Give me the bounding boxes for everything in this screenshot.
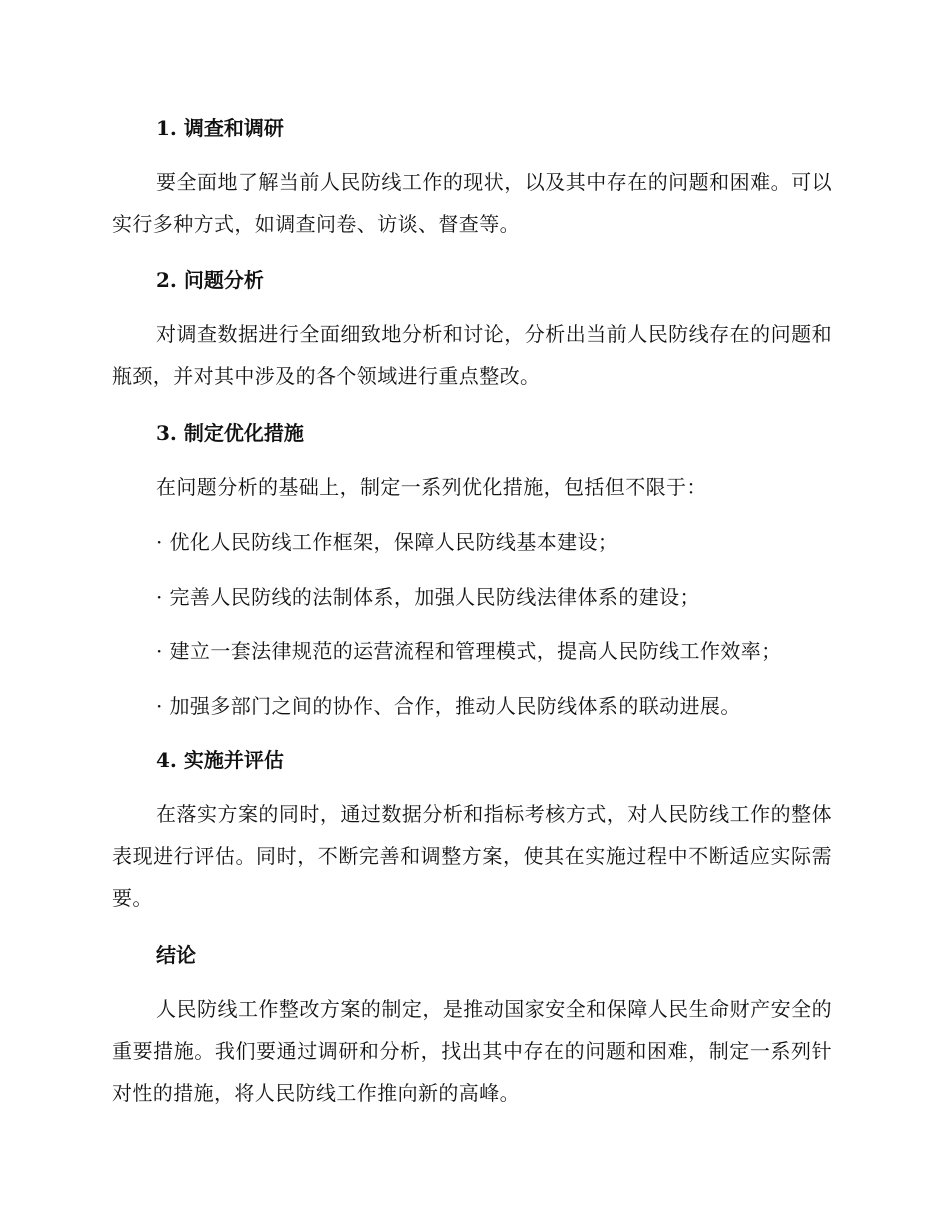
measure-bullet-3: · 建立一套法律规范的运营流程和管理模式，提高人民防线工作效率； [156, 639, 782, 663]
section-heading-analysis: 2. 问题分析 [156, 268, 264, 292]
section-paragraph-implement: 在落实方案的同时，通过数据分析和指标考核方式，对人民防线工作的整体表现进行评估。同时，不断完善和调整方案，使其在实施过程中不断适应实际需要。 [112, 802, 832, 910]
measure-bullet-2: · 完善人民防线的法制体系，加强人民防线法律体系的建设； [156, 585, 700, 609]
measure-bullet-1: · 优化人民防线工作框架，保障人民防线基本建设； [156, 530, 619, 554]
section-heading-survey: 1. 调查和调研 [156, 116, 284, 140]
section-paragraph-survey: 要全面地了解当前人民防线工作的现状，以及其中存在的问题和困难。可以实行多种方式，如调查问卷、访谈、督查等。 [112, 170, 832, 236]
section-heading-measures: 3. 制定优化措施 [156, 421, 304, 445]
section-heading-implement: 4. 实施并评估 [156, 748, 284, 772]
section-intro-measures: 在问题分析的基础上，制定一系列优化措施，包括但不限于： [156, 475, 707, 499]
section-paragraph-conclusion: 人民防线工作整改方案的制定，是推动国家安全和保障人民生命财产安全的重要措施。我们要通过调研和分析，找出其中存在的问题和困难，制定一系列针对性的措施，将人民防线工作推向新的高峰。 [112, 997, 832, 1105]
measure-bullet-4: · 加强多部门之间的协作、合作，推动人民防线体系的联动进展。 [156, 694, 741, 718]
section-paragraph-analysis: 对调查数据进行全面细致地分析和讨论，分析出当前人民防线存在的问题和瓶颈，并对其中涉及的各个领域进行重点整改。 [112, 322, 832, 388]
section-heading-conclusion: 结论 [156, 943, 196, 967]
